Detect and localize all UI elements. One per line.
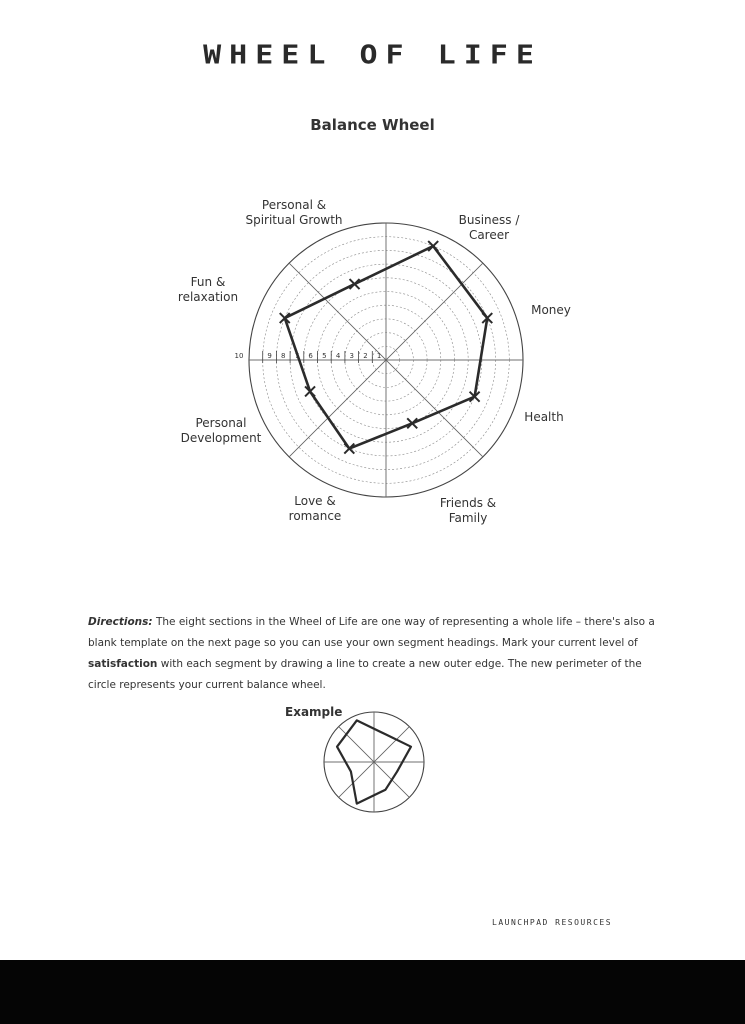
label-love-line2: romance xyxy=(288,509,342,523)
scale-label: 1 xyxy=(376,352,382,360)
label-personal-dev-line1: Personal xyxy=(195,416,247,430)
page-title: WHEEL OF LIFE xyxy=(203,40,542,71)
scale-label: 9 xyxy=(267,352,272,360)
scale-label: 6 xyxy=(308,352,313,360)
scale-label: 5 xyxy=(322,352,327,360)
scale-label: 7 xyxy=(294,352,300,360)
label-love-line1: Love & xyxy=(294,494,336,508)
label-personal-dev-line2: Development xyxy=(180,431,262,445)
label-personal-growth-line1: Personal & xyxy=(261,198,327,212)
example-label: Example xyxy=(285,705,343,719)
directions-text-after: with each segment by drawing a line to create a new outer edge. The new perimeter of the circle represents your current balance wheel. xyxy=(88,658,642,691)
label-personal-growth-line2: Spiritual Growth xyxy=(245,213,343,227)
page-subtitle: Balance Wheel xyxy=(310,116,435,134)
scale-label: 3 xyxy=(349,352,354,360)
label-fun-line1: Fun & xyxy=(190,275,226,289)
scale-label: 4 xyxy=(335,352,341,360)
directions-lead: Directions: xyxy=(88,616,153,628)
footer-brand: LAUNCHPAD RESOURCES xyxy=(492,918,613,927)
scale-label: 10 xyxy=(234,352,244,360)
label-business-line2: Career xyxy=(468,228,510,242)
scale-label: 2 xyxy=(363,352,368,360)
scan-bottom-edge xyxy=(0,960,745,1024)
label-friends-line1: Friends & xyxy=(439,496,497,510)
label-money-line1: Money xyxy=(531,303,571,317)
scale-label: 8 xyxy=(281,352,286,360)
label-fun-line2: relaxation xyxy=(177,290,239,304)
directions-text-before: The eight sections in the Wheel of Life are one way of representing a whole life – there's also a blank template on the next page so you can use your own segment headings. Mark your current level of xyxy=(88,616,655,649)
example-grid xyxy=(324,712,424,812)
directions-emphasis: satisfaction xyxy=(88,658,158,670)
label-friends-line2: Family xyxy=(448,511,488,525)
label-health-line1: Health xyxy=(524,410,564,424)
label-business-line1: Business / xyxy=(458,213,520,227)
